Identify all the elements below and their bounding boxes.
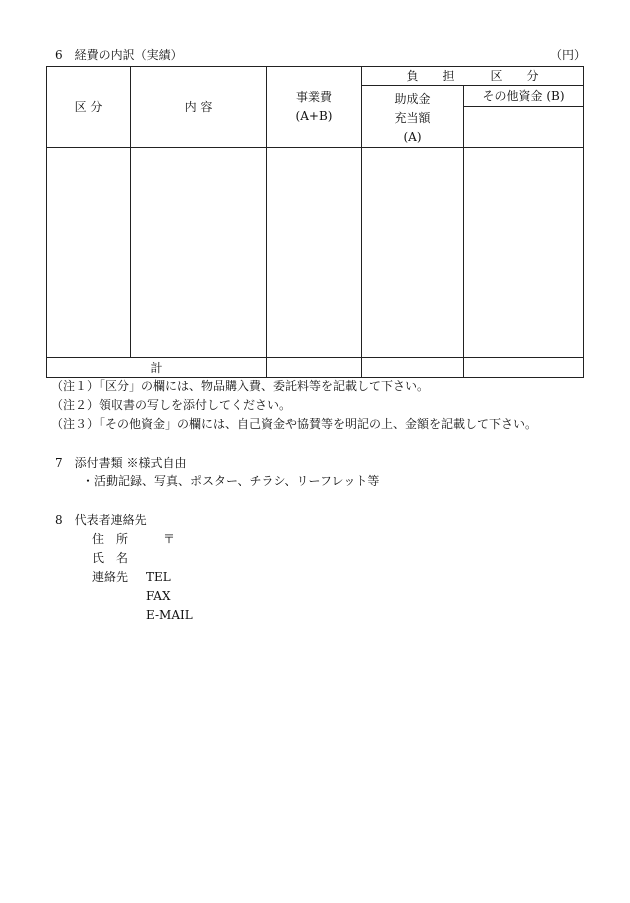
- body-josei-cell[interactable]: [362, 148, 464, 358]
- note-3: （注３）「その他資金」の欄には、自己資金や協賛等を明記の上、金額を記載して下さい。: [51, 417, 538, 431]
- postal-mark: 〒: [163, 532, 176, 546]
- section7-item: ・活動記録、写真、ポスター、チラシ、リーフレット等: [82, 474, 380, 488]
- body-kubun-cell[interactable]: [47, 148, 131, 358]
- header-sonota: その他資金 (B): [464, 86, 584, 107]
- address-label: 住 所: [92, 532, 129, 546]
- header-josei: [362, 86, 464, 148]
- total-label: 計: [47, 358, 267, 378]
- fax-label: FAX: [146, 589, 171, 603]
- header-jigyohi-line2: (A+B): [295, 109, 333, 123]
- table-header-row: [47, 67, 584, 86]
- header-naiyo: 内 容: [131, 67, 267, 148]
- note-2: （注２）領収書の写しを添付してください。: [51, 398, 292, 412]
- table-total-row: [47, 358, 584, 378]
- section7-heading: 7 添付書類 ※様式自由: [55, 456, 187, 470]
- header-kubun: 区 分: [47, 67, 131, 148]
- budget-table: [46, 66, 584, 378]
- tel-label: TEL: [146, 570, 171, 584]
- body-naiyo-cell[interactable]: [131, 148, 267, 358]
- header-josei-line3: (A): [403, 130, 422, 144]
- name-label: 氏 名: [92, 551, 129, 565]
- total-josei-cell[interactable]: [362, 358, 464, 378]
- contact-label: 連絡先: [92, 570, 129, 584]
- total-jigyohi-cell[interactable]: [267, 358, 362, 378]
- email-label: E-MAIL: [146, 608, 193, 622]
- sonota-blank-cell: [464, 107, 584, 148]
- body-sonota-cell[interactable]: [464, 148, 584, 358]
- total-sonota-cell[interactable]: [464, 358, 584, 378]
- header-josei-line2: 充当額: [394, 111, 431, 125]
- header-futan-kubun: 負 担 区 分: [362, 67, 584, 86]
- header-josei-line1: 助成金: [394, 92, 431, 106]
- header-jigyohi: [267, 67, 362, 148]
- body-jigyohi-cell[interactable]: [267, 148, 362, 358]
- header-jigyohi-line1: 事業費: [295, 90, 332, 104]
- note-1: （注１）「区分」の欄には、物品購入費、委託料等を記載して下さい。: [51, 379, 430, 393]
- section6-heading: 6 経費の内訳（実績）: [55, 48, 183, 62]
- unit-label: （円）: [550, 48, 587, 62]
- table-body-row: [47, 148, 584, 358]
- section8-heading: 8 代表者連絡先: [55, 513, 147, 527]
